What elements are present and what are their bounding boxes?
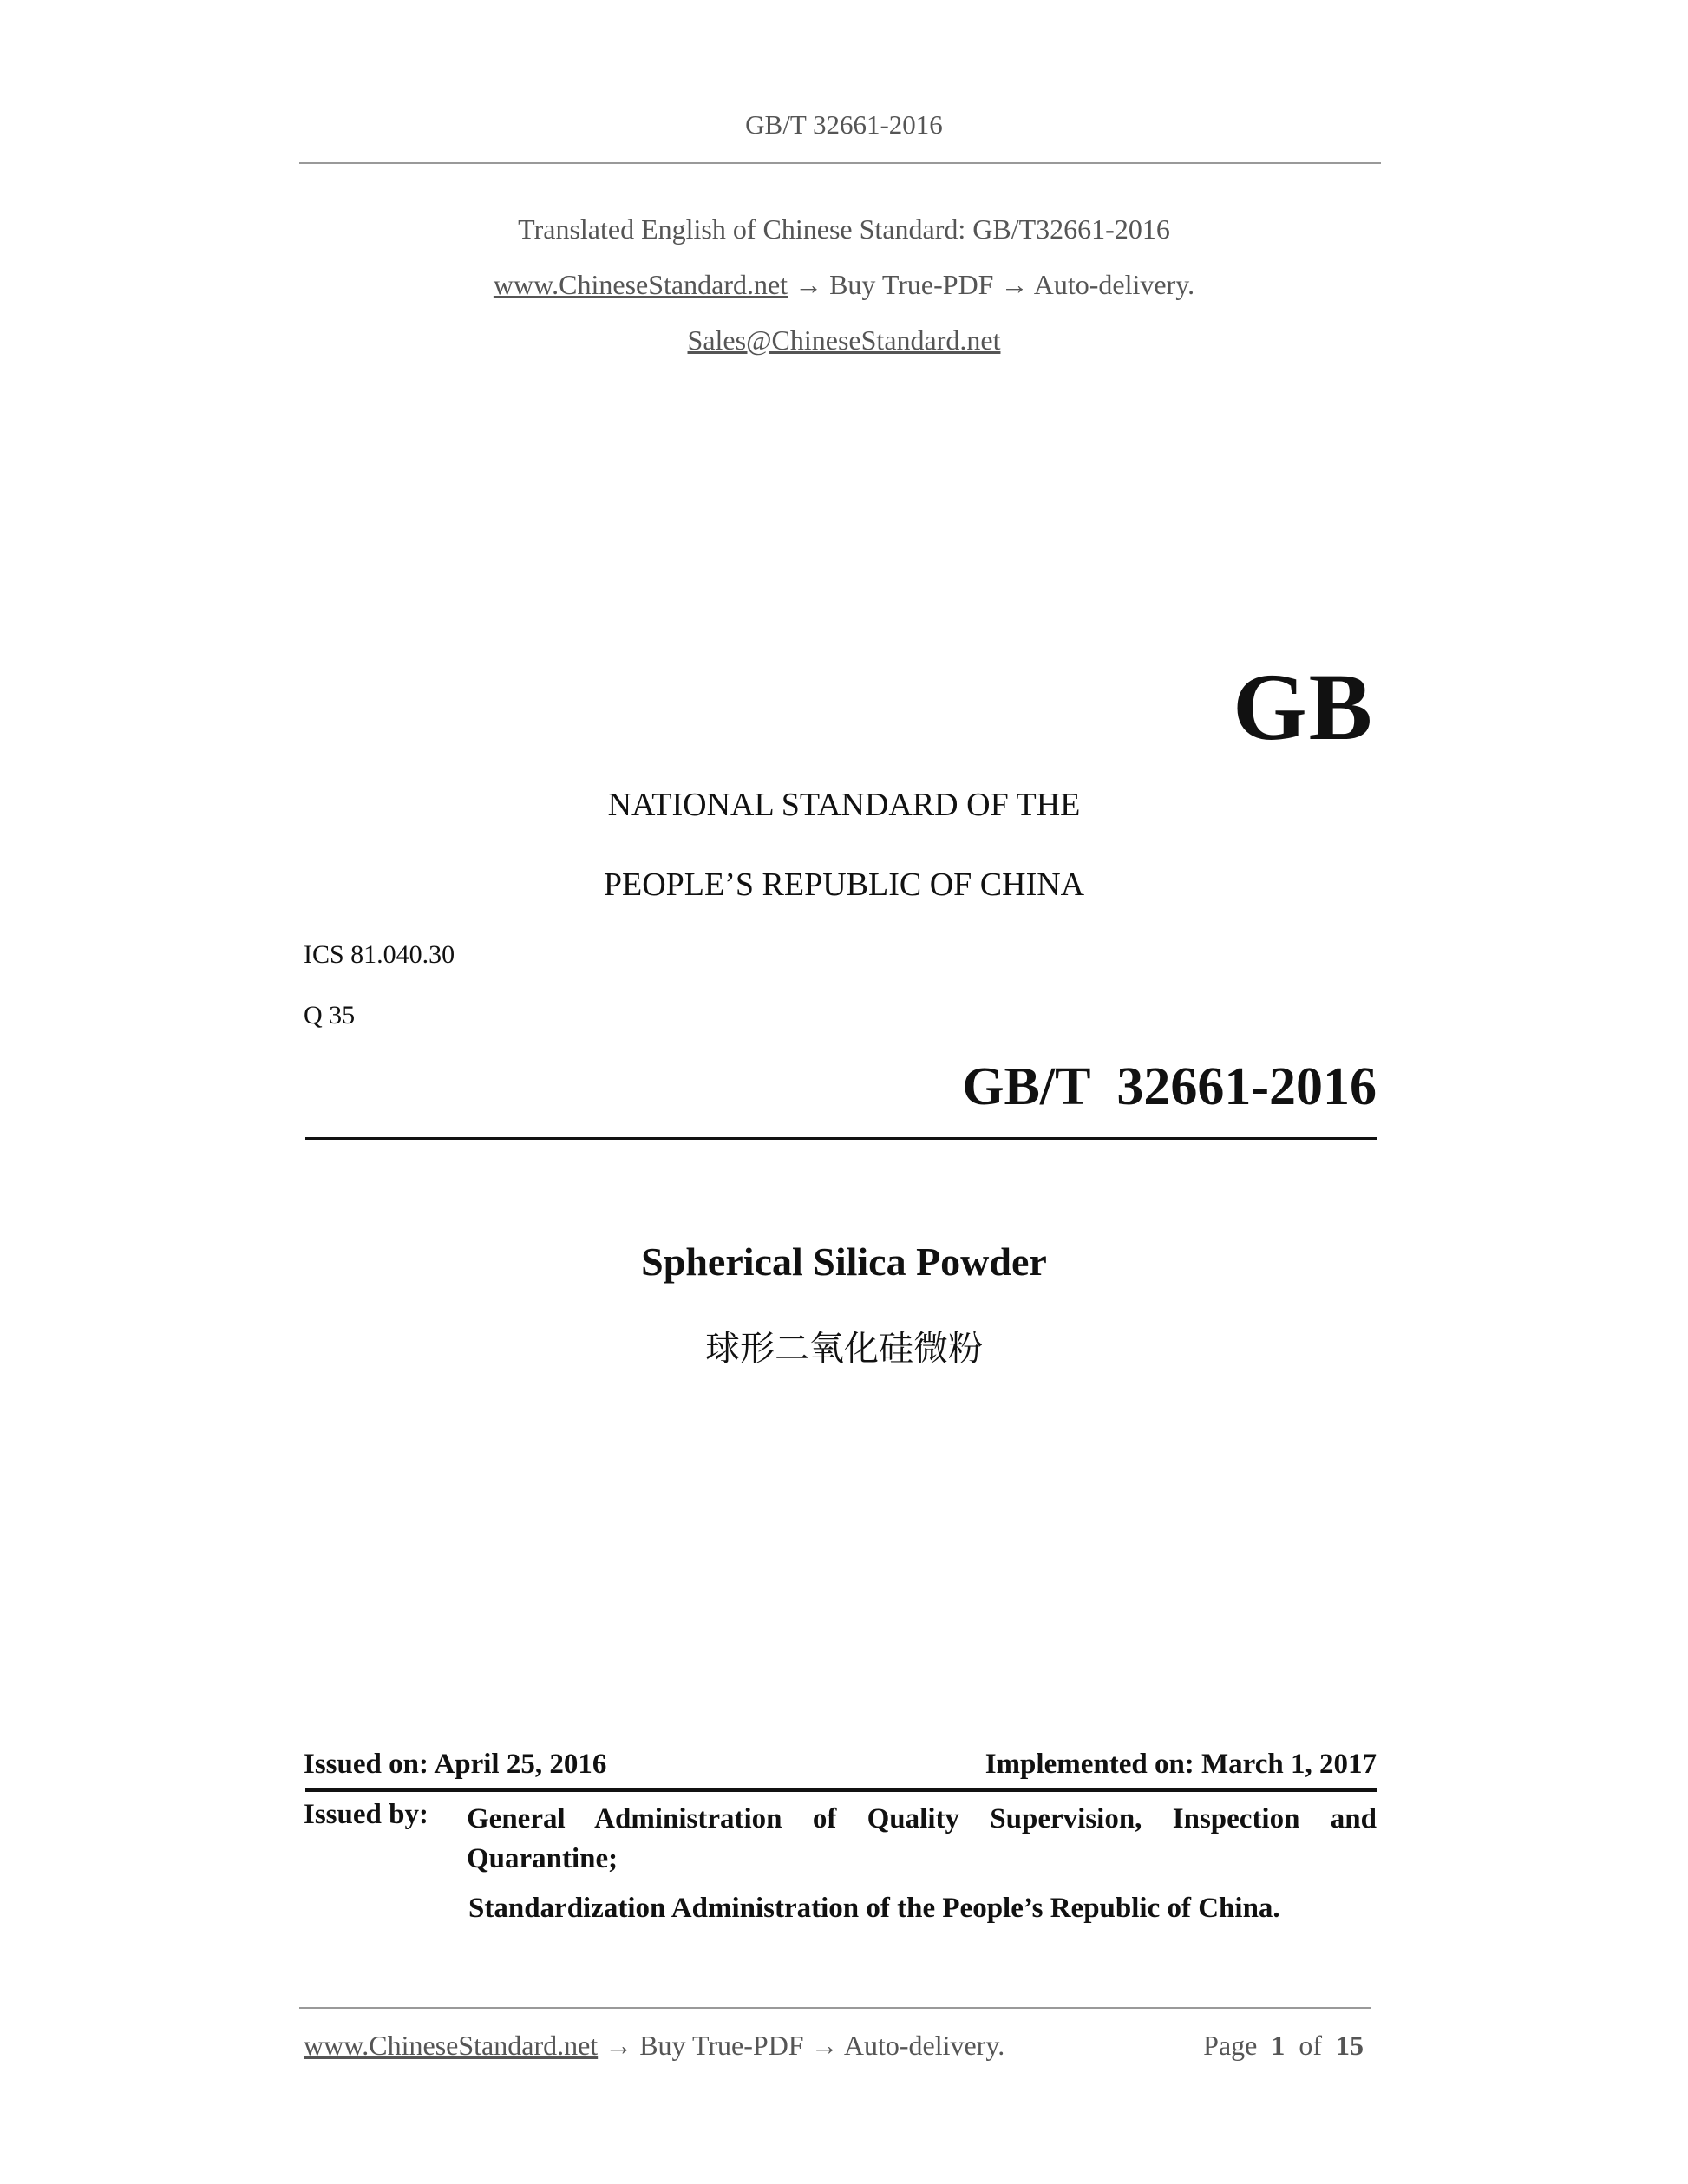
gb-logo-mark: GB (1233, 654, 1374, 760)
page-label: Page (1203, 2030, 1258, 2061)
issued-by-label: Issued by: (304, 1799, 429, 1830)
standard-number-divider (305, 1137, 1377, 1140)
title-english: Spherical Silica Powder (641, 1239, 1047, 1284)
site-link[interactable]: www.ChineseStandard.net (493, 269, 788, 300)
footer-divider (299, 2007, 1371, 2009)
translated-notice: Translated English of Chinese Standard: GB/T32661-2016 (518, 213, 1170, 245)
standard-number: GB/T 32661-2016 (962, 1057, 1377, 1116)
of-label: of (1299, 2030, 1322, 2061)
ics-code: ICS 81.040.30 (304, 940, 455, 969)
issuer-sac: Standardization Administration of the People’s Republic of China. (468, 1893, 1280, 1924)
footer-buy-text: → Buy True-PDF → Auto-delivery. (605, 2030, 1005, 2061)
purchase-line (0, 269, 1688, 301)
implemented-on-date: Implemented on: March 1, 2017 (985, 1749, 1377, 1780)
issued-on-date: Issued on: April 25, 2016 (304, 1749, 607, 1780)
email-line (0, 324, 1688, 356)
issuance-divider (305, 1788, 1377, 1792)
issuer-aqsiq: General Administration of Quality Supervision, Inspection and Quarantine; (467, 1803, 1377, 1874)
title-chinese: 球形二氧化硅微粉 (705, 1329, 983, 1369)
footer-purchase-line (304, 2030, 1004, 2062)
running-header: GB/T 32661-2016 (745, 109, 943, 140)
footer-site-link[interactable]: www.ChineseStandard.net (304, 2030, 599, 2061)
national-standard-line1: NATIONAL STANDARD OF THE (607, 787, 1081, 823)
page-total: 15 (1336, 2030, 1364, 2061)
page-indicator (1203, 2030, 1364, 2062)
sales-email-link[interactable]: Sales@ChineseStandard.net (687, 324, 1001, 356)
page-current: 1 (1271, 2030, 1286, 2061)
buy-text: → Buy True-PDF → Auto-delivery. (795, 269, 1195, 300)
header-divider (299, 162, 1381, 164)
ccs-code: Q 35 (304, 1001, 356, 1030)
national-standard-line2: PEOPLE’S REPUBLIC OF CHINA (603, 866, 1085, 903)
